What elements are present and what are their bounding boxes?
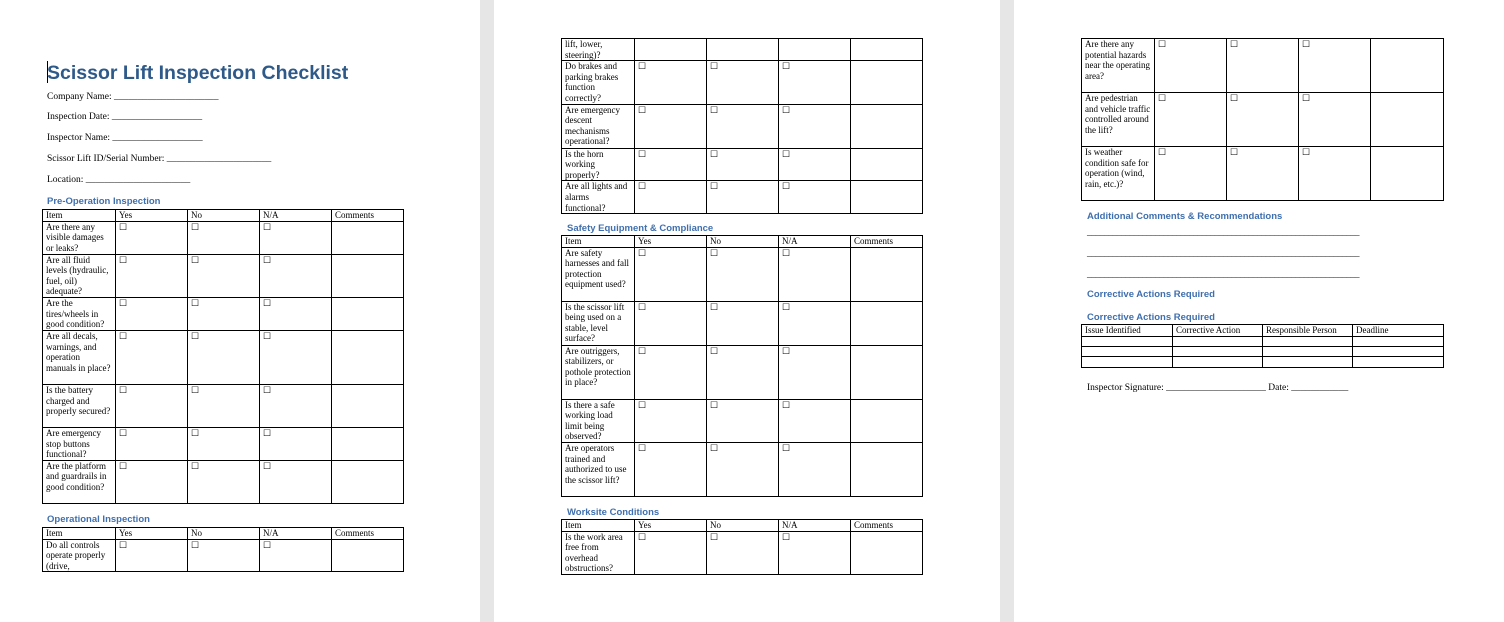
- comment-line[interactable]: ________________________________________________________________: [1087, 249, 1359, 259]
- table-row: [1082, 39, 1444, 93]
- item-text: Are all fluid levels (hydraulic, fuel, oil) adequate?: [43, 254, 116, 297]
- header-yes: Yes: [116, 210, 188, 222]
- no-checkbox[interactable]: ☐: [191, 539, 200, 550]
- na-checkbox[interactable]: ☐: [782, 442, 791, 453]
- comments-cell[interactable]: [851, 104, 923, 148]
- na-checkbox[interactable]: ☐: [263, 330, 272, 341]
- yes-checkbox[interactable]: ☐: [119, 539, 128, 550]
- na-checkbox[interactable]: ☐: [263, 254, 272, 265]
- table-row: [43, 460, 404, 503]
- company-name-field[interactable]: Company Name: ______________________: [47, 92, 219, 102]
- item-text: Do brakes and parking brakes function correctly?: [562, 61, 635, 104]
- header-na: N/A: [779, 520, 851, 532]
- header-item: Item: [43, 210, 116, 222]
- item-text: Are outriggers, stabilizers, or pothole protection in place?: [562, 345, 635, 399]
- no-checkbox[interactable]: ☐: [710, 442, 719, 453]
- header-yes: Yes: [635, 520, 707, 532]
- yes-checkbox[interactable]: ☐: [638, 301, 647, 312]
- na-checkbox[interactable]: ☐: [782, 247, 791, 258]
- item-text: Are pedestrian and vehicle traffic controlled around the lift?: [1082, 93, 1155, 147]
- comments-cell[interactable]: [851, 61, 923, 104]
- no-checkbox[interactable]: ☐: [191, 384, 200, 395]
- comments-cell[interactable]: [851, 399, 923, 442]
- item-text: Is weather condition safe for operation (wind, rain, etc.)?: [1082, 147, 1155, 201]
- no-checkbox[interactable]: ☐: [710, 399, 719, 410]
- table-row: [43, 254, 404, 297]
- comments-cell[interactable]: [332, 221, 404, 254]
- item-text: Are the platform and guardrails in good condition?: [43, 460, 116, 503]
- header-yes: Yes: [635, 236, 707, 248]
- table-cell[interactable]: [1082, 346, 1173, 356]
- na-checkbox[interactable]: ☐: [1302, 39, 1311, 49]
- table-row: [1082, 93, 1444, 147]
- header-no: No: [707, 520, 779, 532]
- table-row: [562, 442, 923, 496]
- comments-cell[interactable]: [851, 181, 923, 214]
- item-text: Are emergency descent mechanisms operational?: [562, 104, 635, 148]
- item-text: Are there any potential hazards near the operating area?: [1082, 39, 1155, 93]
- yes-checkbox[interactable]: ☐: [638, 531, 647, 542]
- no-checkbox[interactable]: ☐: [710, 61, 719, 72]
- comments-cell[interactable]: [851, 442, 923, 496]
- section-heading: Additional Comments & Recommendations: [1087, 211, 1283, 222]
- operational-table-continued: [561, 38, 923, 214]
- yes-checkbox[interactable]: ☐: [119, 460, 128, 471]
- yes-checkbox[interactable]: ☐: [119, 330, 128, 341]
- comments-cell[interactable]: [332, 384, 404, 427]
- no-checkbox[interactable]: ☐: [191, 221, 200, 232]
- na-checkbox[interactable]: ☐: [782, 181, 791, 192]
- yes-checkbox[interactable]: ☐: [638, 247, 647, 258]
- yes-checkbox[interactable]: ☐: [638, 399, 647, 410]
- comments-cell[interactable]: [851, 345, 923, 399]
- header-deadline: Deadline: [1353, 325, 1444, 337]
- table-row: [1082, 147, 1444, 201]
- table-row: [562, 531, 923, 574]
- comment-line[interactable]: ________________________________________________________________: [1087, 270, 1359, 280]
- item-text: Are emergency stop buttons functional?: [43, 427, 116, 460]
- yes-checkbox[interactable]: ☐: [638, 61, 647, 72]
- item-text: Is the battery charged and properly secured?: [43, 384, 116, 427]
- signature-line[interactable]: Inspector Signature: _____________________ Date: ____________: [1087, 383, 1349, 393]
- na-checkbox[interactable]: ☐: [782, 531, 791, 542]
- section-heading: Corrective Actions Required: [1087, 289, 1215, 300]
- pre-operation-table: [42, 209, 404, 504]
- na-checkbox[interactable]: ☐: [782, 104, 791, 115]
- corrective-actions-table: [1081, 324, 1444, 368]
- yes-checkbox[interactable]: ☐: [119, 427, 128, 438]
- table-cell[interactable]: [1082, 336, 1173, 346]
- no-checkbox[interactable]: ☐: [1230, 39, 1239, 49]
- yes-checkbox[interactable]: ☐: [119, 221, 128, 232]
- yes-checkbox[interactable]: ☐: [119, 384, 128, 395]
- table-cell[interactable]: [1173, 336, 1263, 346]
- comments-cell[interactable]: [851, 39, 923, 61]
- na-checkbox[interactable]: ☐: [263, 460, 272, 471]
- item-text: Is the horn working properly?: [562, 148, 635, 181]
- comments-cell[interactable]: [332, 297, 404, 330]
- item-text: Is the scissor lift being used on a stable, level surface?: [562, 301, 635, 345]
- table-cell[interactable]: [1353, 346, 1444, 356]
- item-text: Is the work area free from overhead obstructions?: [562, 531, 635, 574]
- table-row: [1082, 336, 1444, 346]
- na-checkbox[interactable]: ☐: [1302, 147, 1311, 157]
- yes-checkbox[interactable]: ☐: [1158, 147, 1167, 157]
- table-row: [562, 104, 923, 148]
- table-row: [562, 399, 923, 442]
- section-heading: Operational Inspection: [47, 514, 150, 525]
- header-comments: Comments: [332, 210, 404, 222]
- item-text: Are all lights and alarms functional?: [562, 181, 635, 214]
- na-checkbox[interactable]: ☐: [263, 539, 272, 550]
- table-row: [562, 181, 923, 214]
- location-field[interactable]: Location: ______________________: [47, 175, 191, 185]
- table-row: [43, 330, 404, 384]
- table-row: [43, 427, 404, 460]
- no-checkbox[interactable]: ☐: [710, 181, 719, 192]
- comments-cell[interactable]: [332, 460, 404, 503]
- operational-table: [42, 527, 404, 572]
- comments-cell[interactable]: [851, 531, 923, 574]
- no-checkbox[interactable]: ☐: [191, 254, 200, 265]
- table-row: [562, 39, 923, 61]
- table-cell[interactable]: [1082, 356, 1173, 367]
- yes-checkbox[interactable]: ☐: [638, 345, 647, 356]
- item-text: Are all decals, warnings, and operation manuals in place?: [43, 330, 116, 384]
- table-cell[interactable]: [1263, 336, 1353, 346]
- comments-cell[interactable]: [332, 330, 404, 384]
- table-row: [43, 539, 404, 572]
- no-checkbox[interactable]: ☐: [1230, 147, 1239, 157]
- header-no: No: [188, 210, 260, 222]
- no-checkbox[interactable]: ☐: [710, 247, 719, 258]
- page-3: [1014, 0, 1504, 622]
- comments-cell[interactable]: [851, 247, 923, 301]
- comments-cell[interactable]: [851, 301, 923, 345]
- item-text: Are there any visible damages or leaks?: [43, 221, 116, 254]
- na-checkbox[interactable]: ☐: [782, 61, 791, 72]
- header-issue: Issue Identified: [1082, 325, 1173, 337]
- no-checkbox[interactable]: ☐: [191, 427, 200, 438]
- na-checkbox[interactable]: ☐: [782, 345, 791, 356]
- table-row: [562, 61, 923, 104]
- page-1: [0, 0, 480, 622]
- comments-cell[interactable]: [1371, 39, 1444, 93]
- table-header-row: [562, 520, 923, 532]
- header-comments: Comments: [332, 528, 404, 540]
- comments-cell[interactable]: [851, 148, 923, 181]
- worksite-table-continued: [1081, 38, 1444, 201]
- yes-checkbox[interactable]: ☐: [638, 148, 647, 159]
- comments-cell[interactable]: [332, 427, 404, 460]
- safety-table: [561, 235, 923, 497]
- worksite-table: [561, 519, 923, 575]
- section-heading: Worksite Conditions: [567, 507, 660, 518]
- table-row: [43, 221, 404, 254]
- no-checkbox[interactable]: ☐: [710, 148, 719, 159]
- no-checkbox[interactable]: ☐: [191, 297, 200, 308]
- inspection-date-field[interactable]: Inspection Date: ___________________: [47, 112, 203, 122]
- header-item: Item: [43, 528, 116, 540]
- no-checkbox[interactable]: ☐: [710, 301, 719, 312]
- yes-checkbox[interactable]: ☐: [119, 254, 128, 265]
- yes-checkbox[interactable]: ☐: [119, 297, 128, 308]
- na-checkbox[interactable]: ☐: [1302, 93, 1311, 103]
- no-checkbox[interactable]: ☐: [191, 330, 200, 341]
- na-checkbox[interactable]: ☐: [782, 399, 791, 410]
- comment-line[interactable]: ________________________________________________________________: [1087, 228, 1359, 238]
- header-comments: Comments: [851, 520, 923, 532]
- no-checkbox[interactable]: ☐: [710, 531, 719, 542]
- comments-cell[interactable]: [332, 539, 404, 572]
- na-checkbox[interactable]: ☐: [263, 384, 272, 395]
- table-row: [562, 301, 923, 345]
- header-no: No: [188, 528, 260, 540]
- header-item: Item: [562, 236, 635, 248]
- no-checkbox[interactable]: ☐: [710, 104, 719, 115]
- table-header-row: [1082, 325, 1444, 337]
- na-checkbox[interactable]: ☐: [263, 221, 272, 232]
- header-corrective-action: Corrective Action: [1173, 325, 1263, 337]
- no-checkbox[interactable]: ☐: [1230, 93, 1239, 103]
- table-header-row: [43, 528, 404, 540]
- yes-checkbox[interactable]: ☐: [638, 442, 647, 453]
- item-text: Are the tires/wheels in good condition?: [43, 297, 116, 330]
- comments-cell[interactable]: [1371, 147, 1444, 201]
- na-checkbox[interactable]: ☐: [263, 427, 272, 438]
- serial-number-field[interactable]: Scissor Lift ID/Serial Number: ______________________: [47, 154, 272, 164]
- header-na: N/A: [260, 528, 332, 540]
- header-yes: Yes: [116, 528, 188, 540]
- yes-checkbox[interactable]: ☐: [638, 181, 647, 192]
- section-heading: Safety Equipment & Compliance: [567, 223, 714, 234]
- item-text: Are safety harnesses and fall protection equipment used?: [562, 247, 635, 301]
- table-row: [562, 148, 923, 181]
- yes-checkbox[interactable]: ☐: [1158, 39, 1167, 49]
- comments-cell[interactable]: [332, 254, 404, 297]
- item-text: lift, lower, steering)?: [562, 39, 635, 61]
- header-na: N/A: [779, 236, 851, 248]
- table-row: [562, 345, 923, 399]
- table-header-row: [43, 210, 404, 222]
- no-checkbox[interactable]: ☐: [191, 460, 200, 471]
- page-title: Scissor Lift Inspection Checklist: [47, 62, 349, 84]
- comments-cell[interactable]: [1371, 93, 1444, 147]
- na-checkbox[interactable]: ☐: [782, 301, 791, 312]
- table-cell[interactable]: [1353, 356, 1444, 367]
- table-row: [43, 384, 404, 427]
- table-cell[interactable]: [1263, 356, 1353, 367]
- table-row: [1082, 346, 1444, 356]
- yes-checkbox[interactable]: ☐: [1158, 93, 1167, 103]
- inspector-name-field[interactable]: Inspector Name: ___________________: [47, 133, 203, 143]
- table-cell[interactable]: [1353, 336, 1444, 346]
- header-na: N/A: [260, 210, 332, 222]
- header-comments: Comments: [851, 236, 923, 248]
- table-cell[interactable]: [1173, 346, 1263, 356]
- table-row: [43, 297, 404, 330]
- yes-checkbox[interactable]: ☐: [638, 104, 647, 115]
- na-checkbox[interactable]: ☐: [782, 148, 791, 159]
- page-2: [494, 0, 1000, 622]
- header-no: No: [707, 236, 779, 248]
- table-cell[interactable]: [1263, 346, 1353, 356]
- header-responsible-person: Responsible Person: [1263, 325, 1353, 337]
- no-checkbox[interactable]: ☐: [710, 345, 719, 356]
- item-text: Do all controls operate properly (drive,: [43, 539, 116, 572]
- table-header-row: [562, 236, 923, 248]
- item-text: Is there a safe working load limit being observed?: [562, 399, 635, 442]
- na-checkbox[interactable]: ☐: [263, 297, 272, 308]
- header-item: Item: [562, 520, 635, 532]
- section-heading: Corrective Actions Required: [1087, 312, 1215, 323]
- section-heading: Pre-Operation Inspection: [47, 196, 161, 207]
- item-text: Are operators trained and authorized to use the scissor lift?: [562, 442, 635, 496]
- table-row: [1082, 356, 1444, 367]
- table-cell[interactable]: [1173, 356, 1263, 367]
- table-row: [562, 247, 923, 301]
